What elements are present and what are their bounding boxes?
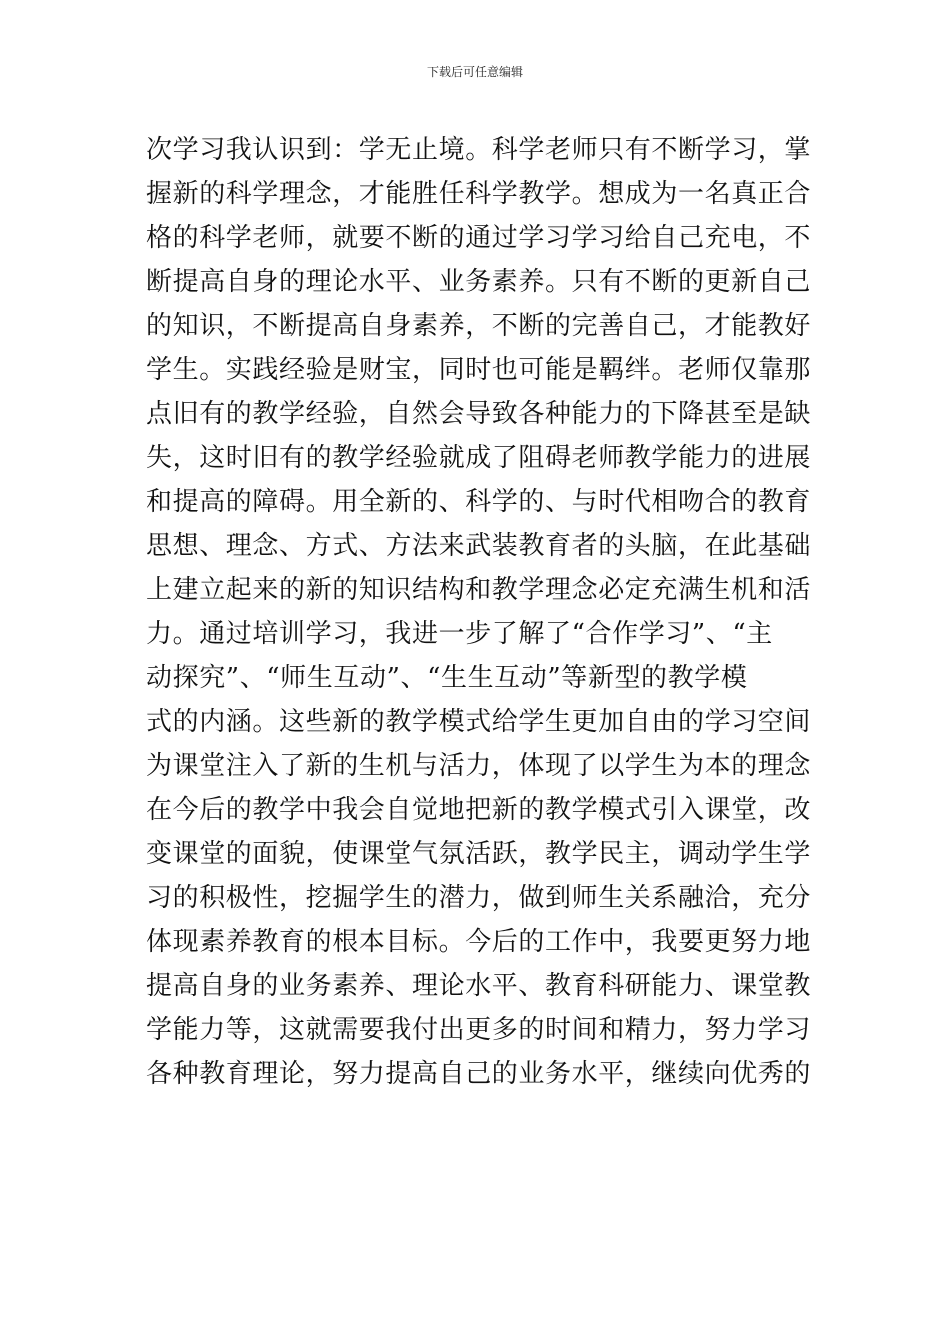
text-line: 上建立起来的新的知识结构和教学理念必定充满生机和活 (146, 575, 812, 605)
text-line: 学生。实践经验是财宝，同时也可能是羁绊。老师仅靠那 (146, 355, 812, 385)
text-line: 变课堂的面貌，使课堂气氛活跃，教学民主，调动学生学 (146, 839, 812, 869)
text-line: 思想、理念、方式、方法来武装教育者的头脑，在此基础 (146, 531, 812, 561)
text-line: 断提高自身的理论水平、业务素养。只有不断的更新自己 (146, 267, 812, 297)
text-line: 学能力等，这就需要我付出更多的时间和精力，努力学习 (146, 1015, 812, 1045)
text-line: 点旧有的教学经验，自然会导致各种能力的下降甚至是缺 (146, 399, 812, 429)
text-line: 力。通过培训学习，我进一步了解了“合作学习”、“主 (146, 619, 773, 649)
page-header: 下载后可任意编辑 (426, 65, 523, 79)
text-line: 的知识，不断提高自身素养，不断的完善自己，才能教好 (146, 311, 812, 341)
text-line: 为课堂注入了新的生机与活力，体现了以学生为本的理念 (146, 751, 812, 781)
text-line: 握新的科学理念，才能胜任科学教学。想成为一名真正合 (146, 179, 812, 209)
text-line: 动探究”、“师生互动”、“生生互动”等新型的教学模 (146, 663, 748, 693)
text-line: 习的积极性，挖掘学生的潜力，做到师生关系融洽，充分 (146, 883, 812, 913)
body-text (146, 128, 812, 1096)
text-line: 和提高的障碍。用全新的、科学的、与时代相吻合的教育 (146, 487, 812, 517)
text-line: 提高自身的业务素养、理论水平、教育科研能力、课堂教 (146, 971, 812, 1001)
text-line: 在今后的教学中我会自觉地把新的教学模式引入课堂，改 (146, 795, 812, 825)
text-line: 各种教育理论，努力提高自己的业务水平，继续向优秀的 (146, 1059, 812, 1089)
text-line: 体现素养教育的根本目标。今后的工作中，我要更努力地 (146, 927, 812, 957)
text-line: 失，这时旧有的教学经验就成了阻碍老师教学能力的进展 (146, 443, 812, 473)
text-line: 格的科学老师，就要不断的通过学习学习给自己充电，不 (146, 223, 812, 253)
text-line: 式的内涵。这些新的教学模式给学生更加自由的学习空间 (146, 707, 812, 737)
text-line: 次学习我认识到：学无止境。科学老师只有不断学习，掌 (146, 135, 812, 165)
